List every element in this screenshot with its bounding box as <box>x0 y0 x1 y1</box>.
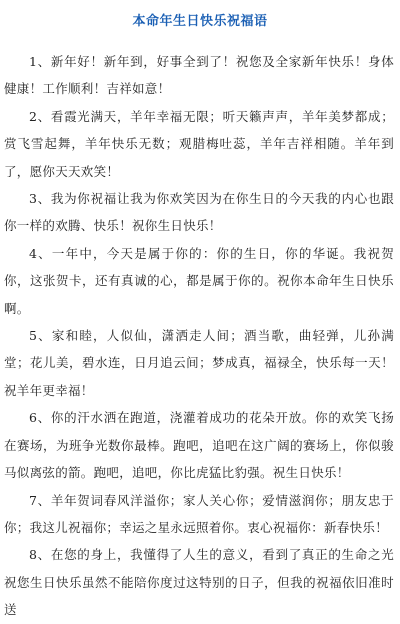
paragraph-1: 1、新年好！新年到，好事全到了！祝您及全家新年快乐！身体健康！工作顺利！吉祥如意！ <box>4 54 394 97</box>
document-title: 本命年生日快乐祝福语 <box>132 14 268 29</box>
paragraph-8: 8、在您的身上，我懂得了人生的意义，看到了真正的生命之光祝您生日快乐虽然不能陪你度过这特别的日子，但我的祝福依旧准时送 <box>4 547 394 618</box>
paragraph-7: 7、羊年贺词春风洋溢你；家人关心你；爱情滋润你；朋友忠于你；我这儿祝福你；幸运之星永远照着你。衷心祝福你：新春快乐！ <box>4 492 394 535</box>
paragraph-2: 2、看霞光满天，羊年幸福无限；听天籁声声，羊年美梦都成；赏飞雪起舞，羊年快乐无数；观腊梅吐蕊，羊年吉祥相随。羊年到了，愿你天天欢笑！ <box>4 108 394 179</box>
document-body <box>4 48 394 624</box>
paragraph-3: 3、我为你祝福让我为你欢笑因为在你生日的今天我的内心也跟你一样的欢腾、快乐！祝你生日快乐！ <box>4 191 394 234</box>
paragraph-5: 5、家和睦，人似仙，潇洒走人间；酒当歌，曲轻弹，儿孙满堂；花儿美，碧水连，日月追云间；梦成真，福禄全，快乐每一天！祝羊年更幸福！ <box>4 328 394 398</box>
paragraph-6: 6、你的汗水洒在跑道，浇灌着成功的花朵开放。你的欢笑飞扬在赛场，为班争光数你最棒。跑吧，追吧在这广阔的赛场上，你似骏马似离弦的箭。跑吧，追吧，你比虎猛比豹强。祝生日快乐！ <box>4 410 394 481</box>
paragraph-4: 4、一年中，今天是属于你的：你的生日，你的华诞。我祝贺你，这张贺卡，还有真诚的心，都是属于你的。祝你本命年生日快乐啊。 <box>4 245 394 316</box>
